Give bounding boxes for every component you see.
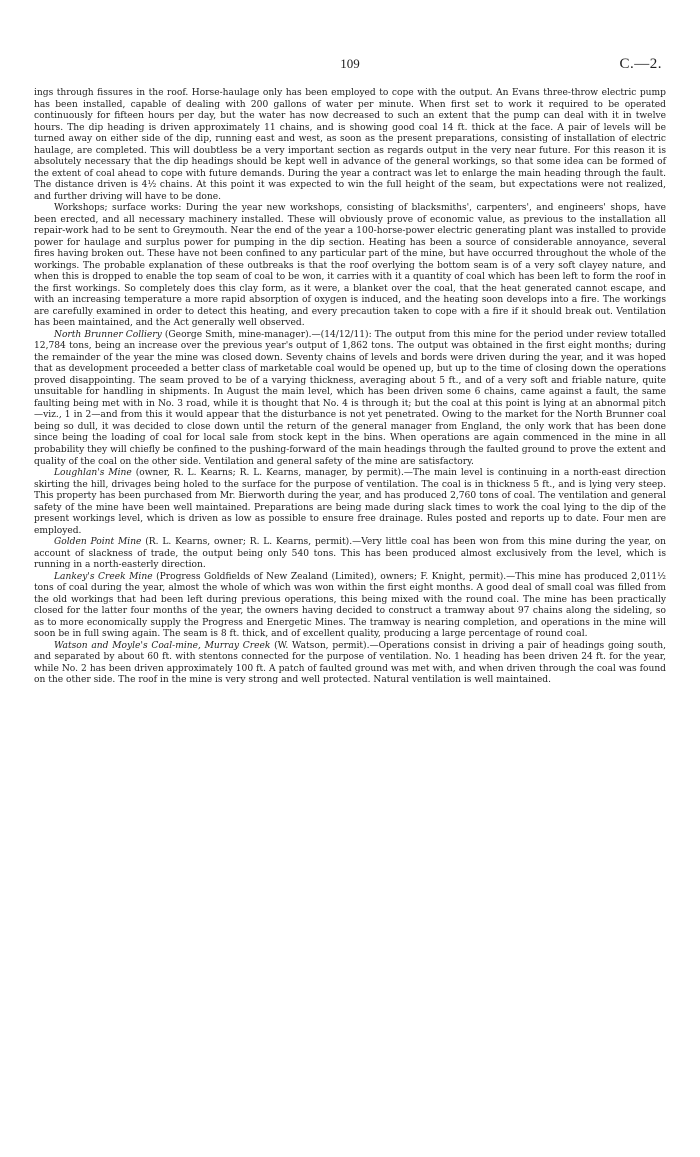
paragraph-text: (Progress Goldfields of New Zealand (Limited), owners; F. Knight, permit).—This mine has produced 2,011½ tons of coal during the year, almost the whole of which was won within the first eight months. A good deal of small coal was filled from the old workings that had been left during previous operations, this being mixed with the round coal. The mine has been practically closed for the latter four months of the year, the owners having decided to construct a tramway about 97 chains along the sideling, so as to more economically supply the Progress and Energetic Mines. The tramway is nearing completion, and operations in the mine will soon be in full swing again. The seam is 8 ft. thick, and of excellent quality, producing a large percentage of round coal. xyxy=(34,571,666,640)
paragraph-golden-point-mine xyxy=(34,537,666,572)
paragraph-text: ings through fissures in the roof. Horse-haulage only has been employed to cope with the output. An Evans three-throw electric pump has been installed, capable of dealing with 200 gallons of water per minute. When first set to work it required to be operated continuously for fifteen hours per day, but the water has now decreased to such an extent that the pump can deal with it in twelve hours. The dip heading is driven approximately 11 chains, and is showing good coal 14 ft. thick at the face. A pair of levels will be turned away on either side of the dip, running east and west, as soon as the present preparations, consisting of installation of electric haulage, are completed. This will doubtless be a very important section as regards output in the very near future. For this reason it is absolutely necessary that the dip headings should be kept well in advance of the general workings, so that some idea can be formed of the extent of coal ahead to cope with future demands. During the year a contract was let to enlarge the main heading through the fault. The distance driven is 4½ chains. At this point it was expected to win the full height of the seam, but expectations were not realized, and further driving will have to be done. xyxy=(34,88,666,202)
mine-title: North Brunner Colliery xyxy=(54,329,162,340)
paragraph-lankeys-creek-mine xyxy=(34,572,666,641)
paragraph-text: Workshops; surface works: During the year new workshops, consisting of blacksmiths', carpenters', and engineers' shops, have been erected, and all necessary machinery installed. These will obviously prove of economic value, as previous to the installation all repair-work had to be sent to Greymouth. Near the end of the year a 100-horse-power electric generating plant was installed to provide power for haulage and surplus power for pumping in the dip section. Heating has been a source of considerable annoyance, several fires having broken out. These have not been confined to any particular part of the mine, but have occurred throughout the whole of the workings. The probable explanation of these outbreaks is that the roof overlying the bottom seam is of a very soft clayey nature, and when this is dropped to enable the top seam of coal to be won, it carries with it a quantity of coal which has been left to form the roof in the first workings. So completely does this clay form, as it were, a blanket over the coal, that the heat generated cannot escape, and with an increasing temperature a more rapid absorption of oxygen is induced, and the heating soon develops into a fire. The workings are carefully examined in order to detect this heating, and every precaution taken to cope with a fire if it should break out. Ventilation has been maintained, and the Act generally well observed. xyxy=(34,203,666,329)
document-reference: C.—2. xyxy=(619,56,662,72)
paragraph-text: (George Smith, mine-manager).—(14/12/11): The output from this mine for the period under review totalled 12,784 tons, being an increase over the previous year's output of 1,862 tons. The output was obtained in the first eight months; during the remainder of the year the mine was closed down. Seventy chains of levels and bords were driven during the year, and it was hoped that as development proceeded a better class of marketable coal would be opened up, but up to the time of closing down the operations proved disappointing. The seam proved to be of a varying thickness, averaging about 5 ft., and of a very soft and friable nature, quite unsuitable for handling in shipments. In August the main level, which has been driven some 6 chains, came against a fault, the same faulting being met with in No. 3 road, while it is thought that No. 4 is through it; but the coal at this point is lying at an abnormal pitch—viz., 1 in 2—and from this it would appear that the disturbance is not yet penetrated. Owing to the market for the North Brunner coal being so dull, it was decided to close down until the return of the general manager from England, the only work that has been done since being the loading of coal for local sale from stock kept in the bins. When operations are again commenced in the mine in all probability they will chiefly be confined to the pushing-forward of the main headings through the faulted ground to prove the extent and quality of the coal on the other side. Ventilation and general safety of the mine are satisfactory. xyxy=(34,329,666,467)
paragraph-mine-report-continuation xyxy=(34,88,666,203)
paragraph-loughlans-mine xyxy=(34,468,666,537)
mine-title: Loughlan's Mine xyxy=(54,468,132,479)
mine-title: Lankey's Creek Mine xyxy=(54,571,153,582)
paragraph-watson-moyle-coal-mine xyxy=(34,641,666,687)
body-text xyxy=(34,88,666,687)
mine-title: Golden Point Mine xyxy=(54,537,142,548)
paragraph-text: (owner, R. L. Kearns; R. L. Kearns, manager, by permit).—The main level is continuing in a north-east direction skirting the hill, drivages being holed to the surface for the purpose of ventilation. The coal is in thickness 5 ft., and is lying very steep. This property has been purchased from Mr. Bierworth during the year, and has produced 2,760 tons of coal. The ventilation and general safety of the mine have been well maintained. Preparations are being made during slack times to work the coal lying to the dip of the present workings level, which is driven as low as possible to ensure free drainage. Rules posted and reports up to date. Four men are employed. xyxy=(34,468,666,536)
mine-title: Watson and Moyle's Coal-mine, Murray Creek xyxy=(54,640,271,651)
paragraph-text: (W. Watson, permit).—Operations consist in driving a pair of headings going south, and separated by about 60 ft. with stentons connected for the purpose of ventilation. No. 1 heading has been driven 24 ft. for the year, while No. 2 has been driven approximately 100 ft. A patch of faulted ground was met with, and when driven through the coal was found on the other side. The roof in the mine is very strong and well protected. Natural ventilation is well maintained. xyxy=(34,640,666,686)
paragraph-workshops xyxy=(34,203,666,330)
paragraph-text: (R. L. Kearns, owner; R. L. Kearns, permit).—Very little coal has been won from this mine during the year, on account of slackness of trade, the output being only 540 tons. This has been produced almost exclusively from the level, which is running in a north-easterly direction. xyxy=(34,537,666,571)
page-header xyxy=(34,56,666,78)
page-number: 109 xyxy=(340,56,360,71)
paragraph-north-brunner-colliery xyxy=(34,330,666,468)
